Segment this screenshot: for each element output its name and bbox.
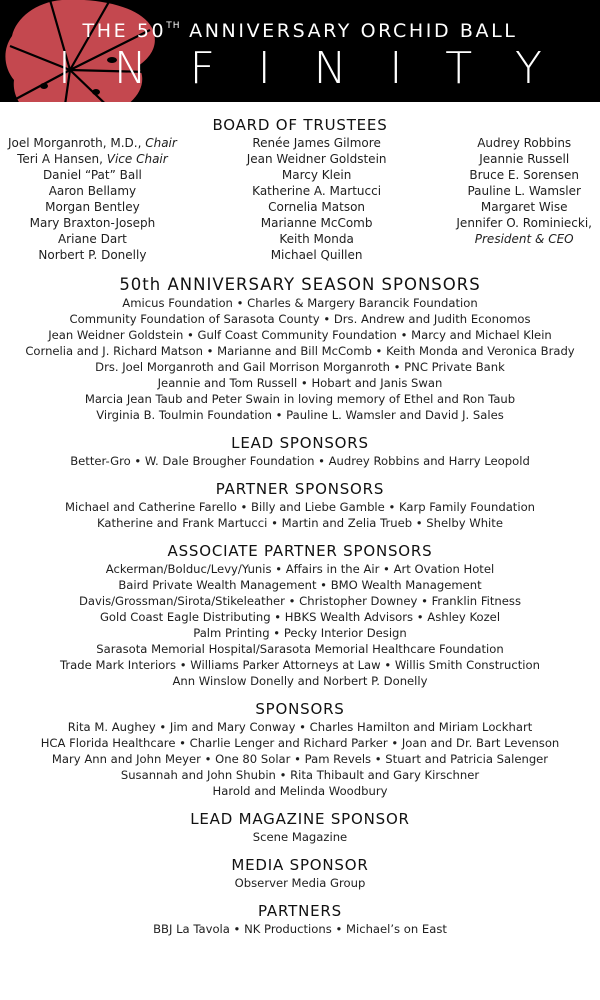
season-sponsors-heading: 50th ANNIVERSARY SEASON SPONSORS bbox=[119, 275, 481, 294]
sponsor-line: Ackerman/Bolduc/Levy/Yunis • Affairs in the Air • Art Ovation Hotel bbox=[105, 562, 495, 576]
title-letter: N bbox=[313, 43, 347, 94]
sponsor-line: Observer Media Group bbox=[234, 876, 366, 890]
trustee: Katherine A. Martucci bbox=[252, 184, 382, 198]
trustee: Renée James Gilmore bbox=[252, 136, 381, 150]
trustee: Bruce E. Sorensen bbox=[469, 168, 579, 182]
sponsor-line: Harold and Melinda Woodbury bbox=[212, 784, 388, 798]
trustee: Jeannie Russell bbox=[479, 152, 570, 166]
title-letter: F bbox=[189, 43, 215, 94]
season-sponsors-list bbox=[0, 295, 600, 423]
trustee: Ariane Dart bbox=[57, 232, 127, 246]
trustee-role: President & CEO bbox=[474, 232, 574, 246]
sponsor-line: Baird Private Wealth Management • BMO Wealth Management bbox=[118, 578, 482, 592]
trustee: Norbert P. Donelly bbox=[38, 248, 147, 262]
lead-sponsors-list bbox=[0, 453, 600, 469]
sponsor-line: Jeannie and Tom Russell • Hobart and Janis Swan bbox=[157, 376, 443, 390]
trustee: Keith Monda bbox=[279, 232, 354, 246]
sponsor-line: Jean Weidner Goldstein • Gulf Coast Community Foundation • Marcy and Michael Klein bbox=[48, 328, 552, 342]
event-title bbox=[0, 44, 600, 94]
sponsor-line: Community Foundation of Sarasota County • Drs. Andrew and Judith Economos bbox=[69, 312, 531, 326]
sponsor-line: Davis/Grossman/Sirota/Stikeleather • Christopher Downey • Franklin Fitness bbox=[79, 594, 521, 608]
trustee: Audrey Robbins bbox=[477, 136, 572, 150]
trustee: Pauline L. Wamsler bbox=[467, 184, 581, 198]
title-letter: T bbox=[445, 43, 473, 94]
trustee: Jennifer O. Rominiecki, bbox=[456, 216, 592, 230]
sponsors-heading: SPONSORS bbox=[255, 700, 345, 718]
sponsor-line: Rita M. Aughey • Jim and Mary Conway • Charles Hamilton and Miriam Lockhart bbox=[67, 720, 533, 734]
associate-partner-sponsors-list bbox=[0, 561, 600, 689]
sponsor-line: Gold Coast Eagle Distributing • HBKS Wealth Advisors • Ashley Kozel bbox=[99, 610, 501, 624]
trustee: Joel Morganroth, M.D., Chair bbox=[8, 136, 177, 150]
title-letter: N bbox=[113, 43, 147, 94]
trustee: Aaron Bellamy bbox=[48, 184, 137, 198]
sponsor-line: Marcia Jean Taub and Peter Swain in loving memory of Ethel and Ron Taub bbox=[84, 392, 516, 406]
partner-sponsors-list bbox=[0, 499, 600, 531]
sponsor-line: Ann Winslow Donelly and Norbert P. Donelly bbox=[172, 674, 428, 688]
sponsor-line: Amicus Foundation • Charles & Margery Barancik Foundation bbox=[122, 296, 478, 310]
trustee: Marianne McComb bbox=[260, 216, 373, 230]
title-letter: I bbox=[257, 43, 271, 94]
sponsor-line: Palm Printing • Pecky Interior Design bbox=[193, 626, 407, 640]
partner-sponsors-heading: PARTNER SPONSORS bbox=[215, 480, 385, 498]
media-sponsor-list bbox=[0, 875, 600, 891]
media-sponsor-heading: MEDIA SPONSOR bbox=[231, 856, 369, 874]
sponsor-line: Cornelia and J. Richard Matson • Marianne and Bill McComb • Keith Monda and Veronica Brady bbox=[25, 344, 575, 358]
trustee: Teri A Hansen, Vice Chair bbox=[17, 152, 168, 166]
trustee: Daniel “Pat” Ball bbox=[42, 168, 142, 182]
sponsor-line: Trade Mark Interiors • Williams Parker Attorneys at Law • Willis Smith Construction bbox=[60, 658, 540, 672]
title-letter: I bbox=[58, 43, 71, 94]
trustee: Morgan Bentley bbox=[45, 200, 140, 214]
header-banner bbox=[0, 0, 600, 102]
lead-magazine-sponsor-heading: LEAD MAGAZINE SPONSOR bbox=[190, 810, 410, 828]
sponsor-line: Better-Gro • W. Dale Brougher Foundation • Audrey Robbins and Harry Leopold bbox=[70, 454, 530, 468]
sponsor-line: Drs. Joel Morganroth and Gail Morrison Morganroth • PNC Private Bank bbox=[95, 360, 505, 374]
partners-heading: PARTNERS bbox=[258, 902, 342, 920]
board-columns bbox=[8, 135, 592, 263]
board-heading: BOARD OF TRUSTEES bbox=[212, 116, 388, 134]
trustee: Marcy Klein bbox=[281, 168, 352, 182]
partners-list bbox=[0, 921, 600, 937]
event-subtitle: THE 50TH ANNIVERSARY ORCHID BALL bbox=[82, 20, 518, 42]
lead-sponsors-heading: LEAD SPONSORS bbox=[231, 434, 369, 452]
trustee: Margaret Wise bbox=[480, 200, 568, 214]
sponsors-list bbox=[0, 719, 600, 799]
sponsor-line: BBJ La Tavola • NK Productions • Michael’s on East bbox=[153, 922, 447, 936]
board-column-1 bbox=[8, 135, 177, 263]
board-column-2 bbox=[247, 135, 387, 263]
sponsor-line: Susannah and John Shubin • Rita Thibault and Gary Kirschner bbox=[120, 768, 480, 782]
sponsor-line: Mary Ann and John Meyer • One 80 Solar • Pam Revels • Stuart and Patricia Salenger bbox=[51, 752, 549, 766]
sponsor-listing bbox=[0, 102, 600, 937]
trustee: Mary Braxton-Joseph bbox=[29, 216, 156, 230]
sponsor-line: Virginia B. Toulmin Foundation • Pauline L. Wamsler and David J. Sales bbox=[96, 408, 504, 422]
trustee: Jean Weidner Goldstein bbox=[246, 152, 387, 166]
associate-partner-sponsors-heading: ASSOCIATE PARTNER SPONSORS bbox=[167, 542, 433, 560]
sponsor-line: Sarasota Memorial Hospital/Sarasota Memorial Healthcare Foundation bbox=[96, 642, 504, 656]
trustee: Cornelia Matson bbox=[268, 200, 366, 214]
sponsor-line: HCA Florida Healthcare • Charlie Lenger and Richard Parker • Joan and Dr. Bart Levenson bbox=[40, 736, 560, 750]
trustee: Michael Quillen bbox=[270, 248, 363, 262]
lead-magazine-sponsor-list bbox=[0, 829, 600, 845]
sponsor-line: Michael and Catherine Farello • Billy and Liebe Gamble • Karp Family Foundation bbox=[64, 500, 536, 514]
board-column-3 bbox=[456, 135, 592, 263]
sponsor-line: Scene Magazine bbox=[252, 830, 348, 844]
title-letter: I bbox=[389, 43, 403, 94]
sponsor-line: Katherine and Frank Martucci • Martin and Zelia Trueb • Shelby White bbox=[97, 516, 503, 530]
title-letter: Y bbox=[515, 43, 542, 94]
